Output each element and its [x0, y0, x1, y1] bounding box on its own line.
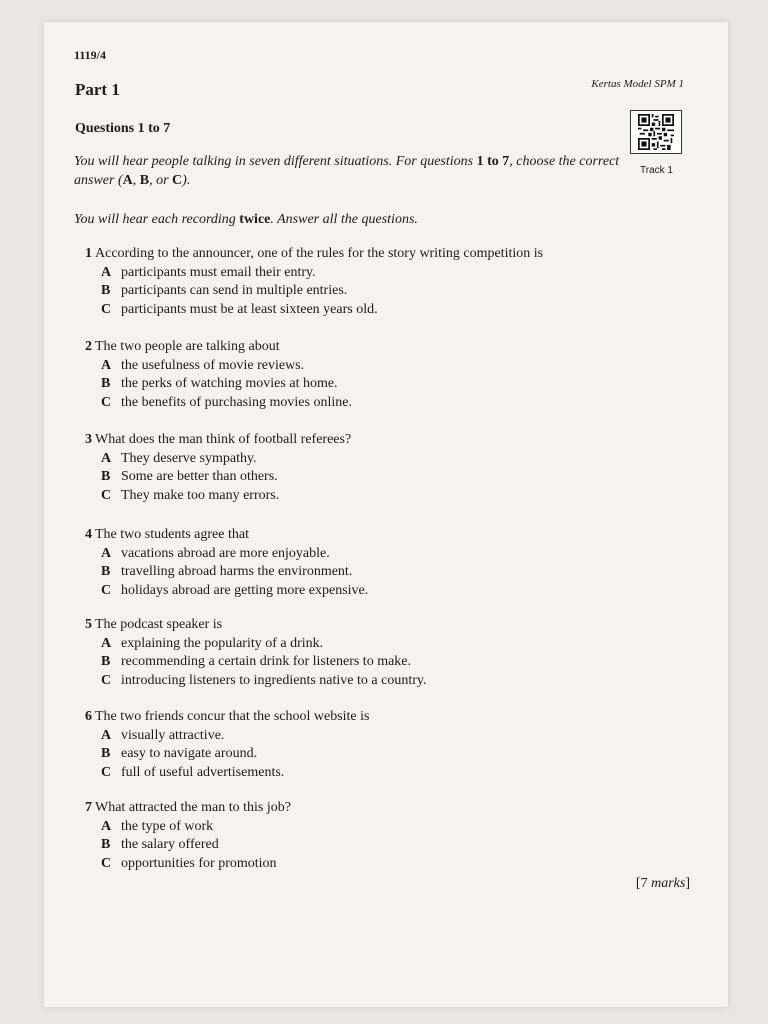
track-label: Track 1: [640, 165, 673, 176]
instruction-or: , or: [149, 173, 173, 188]
option-text: participants must be at least sixteen years old.: [121, 301, 378, 317]
option-letter: C: [101, 764, 112, 780]
instruction-text: , choose the correct answer (: [74, 154, 620, 188]
instruction-text: . Answer all the questions.: [270, 212, 418, 227]
option-b[interactable]: [85, 468, 645, 487]
option-a[interactable]: [85, 727, 645, 746]
marks-open: [7: [635, 876, 652, 891]
option-text: participants can send in multiple entries.: [121, 283, 348, 298]
option-a[interactable]: [85, 450, 645, 469]
option-c[interactable]: [85, 394, 645, 413]
option-b[interactable]: [85, 563, 645, 582]
option-text: full of useful advertisements.: [121, 764, 285, 780]
question-number: 2: [85, 339, 92, 354]
option-text: recommending a certain drink for listeners to make.: [121, 654, 412, 669]
option-a[interactable]: [85, 818, 645, 837]
qr-code-icon[interactable]: [630, 110, 682, 154]
option-letter: A: [101, 450, 112, 466]
option-text: holidays abroad are getting more expensive.: [121, 582, 369, 598]
instruction-bold-range: 1 to 7: [476, 154, 510, 169]
question-number: 5: [85, 617, 92, 632]
option-text: explaining the popularity of a drink.: [121, 635, 324, 651]
instruction-letter-a: A: [122, 173, 133, 188]
option-letter: A: [101, 727, 112, 743]
option-letter: C: [101, 672, 112, 688]
option-letter: C: [101, 394, 112, 410]
option-letter: B: [101, 564, 111, 579]
question-1: [85, 245, 645, 319]
option-text: the salary offered: [121, 837, 219, 852]
option-text: easy to navigate around.: [121, 746, 258, 761]
option-c[interactable]: [85, 672, 645, 691]
option-b[interactable]: [85, 745, 645, 764]
option-a[interactable]: [85, 545, 645, 564]
option-text: They deserve sympathy.: [121, 450, 257, 466]
instruction-text: You will hear people talking in seven different situations. For questions: [74, 154, 477, 169]
option-letter: A: [101, 635, 112, 651]
option-letter: C: [101, 301, 112, 317]
series-label: Kertas Model SPM 1: [591, 78, 684, 90]
question-stem: The two friends concur that the school website is: [95, 709, 370, 724]
instruction-text: You will hear each recording: [74, 212, 240, 227]
option-c[interactable]: [85, 487, 645, 506]
option-c[interactable]: [85, 764, 645, 783]
option-a[interactable]: [85, 357, 645, 376]
question-6: [85, 708, 645, 782]
paper-code: 1119/4: [74, 48, 107, 62]
question-stem: The two students agree that: [95, 527, 249, 542]
option-b[interactable]: [85, 282, 645, 301]
option-text: travelling abroad harms the environment.: [121, 564, 353, 579]
instruction-bold-twice: twice: [239, 212, 271, 227]
option-text: participants must email their entry.: [121, 264, 316, 280]
option-text: vacations abroad are more enjoyable.: [121, 545, 330, 561]
option-a[interactable]: [85, 635, 645, 654]
question-4: [85, 526, 645, 600]
option-letter: B: [101, 746, 111, 761]
option-letter: B: [101, 283, 111, 298]
option-letter: C: [101, 487, 112, 503]
question-7: [85, 799, 645, 873]
instruction-letter-b: B: [139, 173, 150, 188]
option-a[interactable]: [85, 264, 645, 283]
questions-range: Questions 1 to 7: [75, 121, 171, 136]
option-b[interactable]: [85, 836, 645, 855]
question-3: [85, 431, 645, 505]
option-c[interactable]: [85, 855, 645, 874]
option-letter: A: [101, 357, 112, 373]
question-stem: What does the man think of football referees?: [95, 432, 352, 447]
option-text: visually attractive.: [121, 727, 225, 743]
qr-code-graphic: [635, 114, 677, 150]
question-number: 3: [85, 432, 92, 447]
option-letter: A: [101, 545, 112, 561]
instruction-choose: [74, 152, 634, 190]
option-text: the benefits of purchasing movies online.: [121, 394, 352, 410]
option-letter: A: [101, 818, 112, 834]
question-2: [85, 338, 645, 412]
option-text: opportunities for promotion: [121, 855, 277, 871]
question-stem: According to the announcer, one of the rules for the story writing competition is: [95, 246, 544, 261]
option-text: the perks of watching movies at home.: [121, 376, 338, 391]
question-5: [85, 616, 645, 690]
question-stem: The podcast speaker is: [95, 617, 223, 632]
marks-word: marks: [651, 876, 686, 891]
option-letter: C: [101, 582, 112, 598]
option-text: the type of work: [121, 818, 214, 834]
option-letter: B: [101, 376, 111, 391]
option-text: Some are better than others.: [121, 469, 278, 484]
question-number: 4: [85, 527, 92, 542]
question-number: 6: [85, 709, 92, 724]
question-number: 1: [85, 246, 92, 261]
option-letter: A: [101, 264, 112, 280]
instruction-sep: ,: [132, 173, 140, 188]
option-text: They make too many errors.: [121, 487, 280, 503]
question-number: 7: [85, 800, 92, 815]
option-letter: B: [101, 654, 111, 669]
option-c[interactable]: [85, 582, 645, 601]
option-letter: B: [101, 469, 111, 484]
marks-close: ]: [685, 876, 690, 891]
option-text: introducing listeners to ingredients native to a country.: [121, 672, 427, 688]
instruction-letter-c: C: [172, 173, 183, 188]
option-b[interactable]: [85, 653, 645, 672]
option-c[interactable]: [85, 301, 645, 320]
option-letter: B: [101, 837, 111, 852]
option-letter: C: [101, 855, 112, 871]
instruction-twice: [74, 210, 634, 229]
instruction-end: ).: [182, 173, 191, 188]
part-title: Part 1: [75, 80, 120, 99]
option-b[interactable]: [85, 375, 645, 394]
question-stem: The two people are talking about: [95, 339, 280, 354]
option-text: the usefulness of movie reviews.: [121, 357, 305, 373]
question-stem: What attracted the man to this job?: [95, 800, 291, 815]
total-marks: [636, 876, 690, 892]
